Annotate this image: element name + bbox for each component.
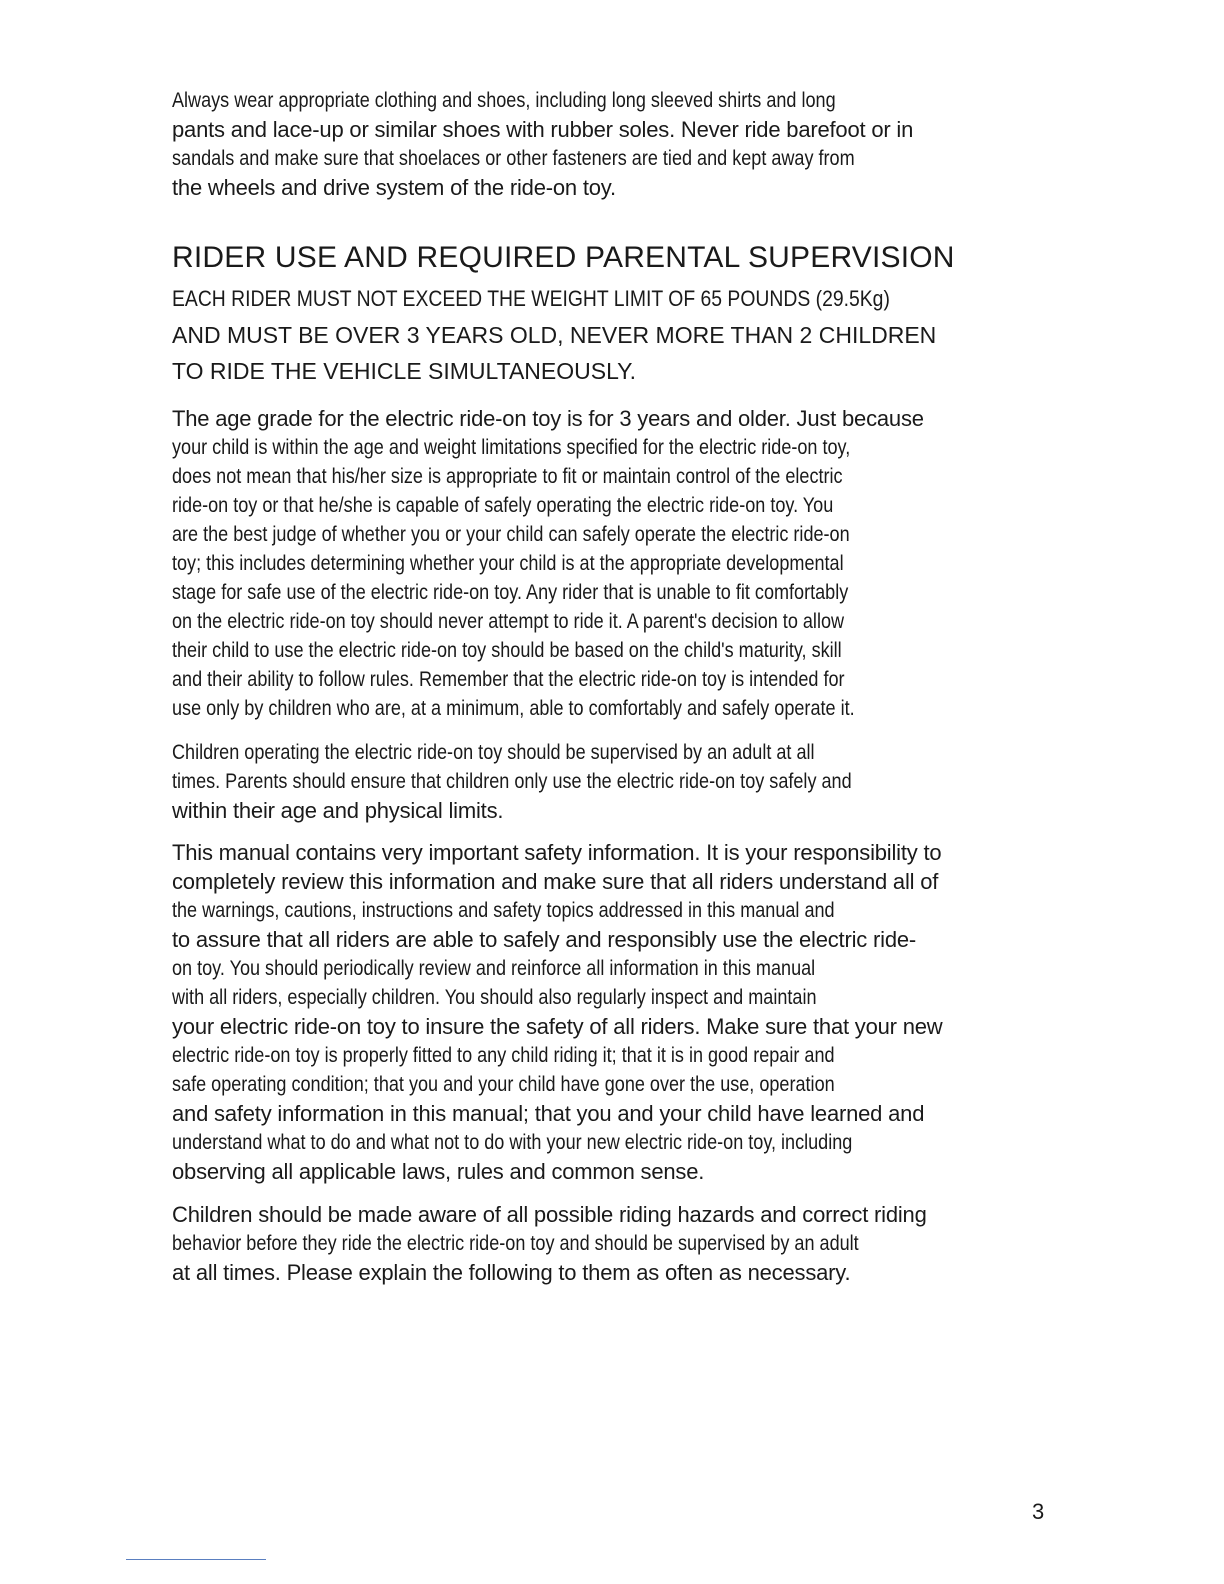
paragraph-hazards <box>172 1200 1092 1287</box>
paragraph-supervision <box>172 738 1092 825</box>
paragraph-clothing <box>172 86 1092 202</box>
text-line: understand what to do and what not to do with your new electric ride-on toy, including <box>172 1131 853 1154</box>
text-line: with all riders, especially children. You should also regularly inspect and maintain <box>172 986 817 1009</box>
text-line: your electric ride-on toy to insure the safety of all riders. Make sure that your new <box>172 1014 943 1039</box>
text-line: The age grade for the electric ride-on toy is for 3 years and older. Just because <box>172 406 924 431</box>
text-line: and their ability to follow rules. Remember that the electric ride-on toy is intended for <box>172 668 845 691</box>
text-line: and safety information in this manual; that you and your child have learned and <box>172 1101 925 1126</box>
text-line: Children operating the electric ride-on toy should be supervised by an adult at all <box>172 741 815 764</box>
text-line: toy; this includes determining whether your child is at the appropriate developmental <box>172 552 844 575</box>
notice-line: TO RIDE THE VEHICLE SIMULTANEOUSLY. <box>172 358 636 384</box>
notice-line: EACH RIDER MUST NOT EXCEED THE WEIGHT LIMIT OF 65 POUNDS (29.5Kg) <box>172 286 890 311</box>
text-line: within their age and physical limits. <box>172 798 504 823</box>
text-line: their child to use the electric ride-on toy should be based on the child's maturity, skill <box>172 639 842 662</box>
text-line: ride-on toy or that he/she is capable of safely operating the electric ride-on toy. You <box>172 494 834 517</box>
text-line: pants and lace-up or similar shoes with rubber soles. Never ride barefoot or in <box>172 117 914 142</box>
text-line: the warnings, cautions, instructions and safety topics addressed in this manual and <box>172 899 835 922</box>
text-line: are the best judge of whether you or your child can safely operate the electric ride-on <box>172 523 850 546</box>
text-line: sandals and make sure that shoelaces or other fasteners are tied and kept away from <box>172 147 855 170</box>
page-number: 3 <box>1032 1499 1045 1524</box>
weight-limit-notice <box>172 282 1092 388</box>
text-line: This manual contains very important safety information. It is your responsibility to <box>172 840 942 865</box>
footer-divider <box>126 1559 266 1560</box>
paragraph-age-grade <box>172 404 1092 723</box>
text-line: electric ride-on toy is properly fitted to any child riding it; that it is in good repair and <box>172 1044 835 1067</box>
notice-line: AND MUST BE OVER 3 YEARS OLD, NEVER MORE THAN 2 CHILDREN <box>172 322 937 348</box>
text-line: Always wear appropriate clothing and shoes, including long sleeved shirts and long <box>172 89 836 112</box>
section-heading <box>172 240 1092 276</box>
heading-text: RIDER USE AND REQUIRED PARENTAL SUPERVISION <box>172 241 955 274</box>
text-line: completely review this information and make sure that all riders understand all of <box>172 869 939 894</box>
text-line: on toy. You should periodically review and reinforce all information in this manual <box>172 957 816 980</box>
text-line: the wheels and drive system of the ride-on toy. <box>172 175 616 200</box>
text-line: use only by children who are, at a minimum, able to comfortably and safely operate it. <box>172 697 855 720</box>
text-line: times. Parents should ensure that children only use the electric ride-on toy safely and <box>172 770 852 793</box>
text-line: at all times. Please explain the following to them as often as necessary. <box>172 1260 851 1285</box>
text-line: behavior before they ride the electric ride-on toy and should be supervised by an adult <box>172 1232 859 1255</box>
text-line: safe operating condition; that you and your child have gone over the use, operation <box>172 1073 835 1096</box>
paragraph-manual <box>172 838 1092 1186</box>
text-line: to assure that all riders are able to safely and responsibly use the electric ride- <box>172 927 917 952</box>
text-line: stage for safe use of the electric ride-on toy. Any rider that is unable to fit comfortably <box>172 581 849 604</box>
text-line: your child is within the age and weight limitations specified for the electric ride-on toy, <box>172 436 851 459</box>
text-line: Children should be made aware of all possible riding hazards and correct riding <box>172 1202 927 1227</box>
text-line: does not mean that his/her size is appropriate to fit or maintain control of the electric <box>172 465 843 488</box>
text-line: on the electric ride-on toy should never attempt to ride it. A parent's decision to allow <box>172 610 845 633</box>
text-line: observing all applicable laws, rules and common sense. <box>172 1159 705 1184</box>
